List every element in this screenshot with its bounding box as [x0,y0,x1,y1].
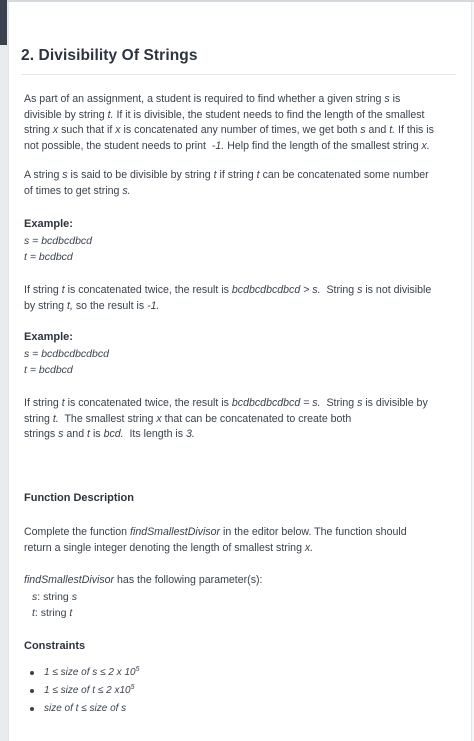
example-1-s: s = bcdbcdbcd [24,235,93,247]
function-description-text: Complete the function findSmallestDivisor in the editor below. The function should return a single integer denoting the length of smallest string x. [24,526,407,554]
example-1-t: t = bcdbcd [24,251,73,263]
example-2-s: s = bcdbcdbcdbcd [24,348,109,360]
definition-paragraph: A string s is said to be divisible by string t if string t can be concatenated some number of times to get string s. [24,169,429,197]
problem-title: 2. Divisibility Of Strings [21,47,198,64]
title-divider [21,74,456,75]
constraints-heading: Constraints [24,640,86,652]
constraint-item: size of t ≤ size of s [24,700,139,718]
constraint-item: 1 ≤ size of s ≤ 2 x $10^5$ [24,664,139,682]
parameter-s: s: string s [32,591,77,603]
example-2-heading: Example: [24,331,73,343]
intro-paragraph: As part of an assignment, a student is required to find whether a given string s is divisible by string t. If it is divisible, the student needs to find the length of the smallest string x such that if x is concatenated any number of times, we get both s and t. If this is not possible, the student needs to print -1. Help find the length of the smallest string x. [24,93,434,152]
parameter-t: t: string t [32,607,73,619]
constraint-item: 1 ≤ size of t ≤ 2 $x10^5$ [24,682,139,700]
example-1-explanation: If string t is concatenated twice, the result is bcdbcdbcdbcd > s. String s is not divisible by string t, so the result is -1. [24,284,432,312]
example-2-t: t = bcdbcd [24,364,73,376]
constraints-list [24,664,139,718]
left-gutter [0,0,8,741]
function-description-heading: Function Description [24,492,134,504]
parameters-intro: findSmallestDivisor has the following parameter(s): [24,574,263,586]
example-2-explanation: If string t is concatenated twice, the result is bcdbcdbcdbcd = s. String s is divisible by string t. The smallest string x that can be concatenated to create both strings s and t is bcd. Its length is 3. [24,397,428,440]
left-accent-bar [0,0,7,45]
example-1-heading: Example: [24,218,73,230]
